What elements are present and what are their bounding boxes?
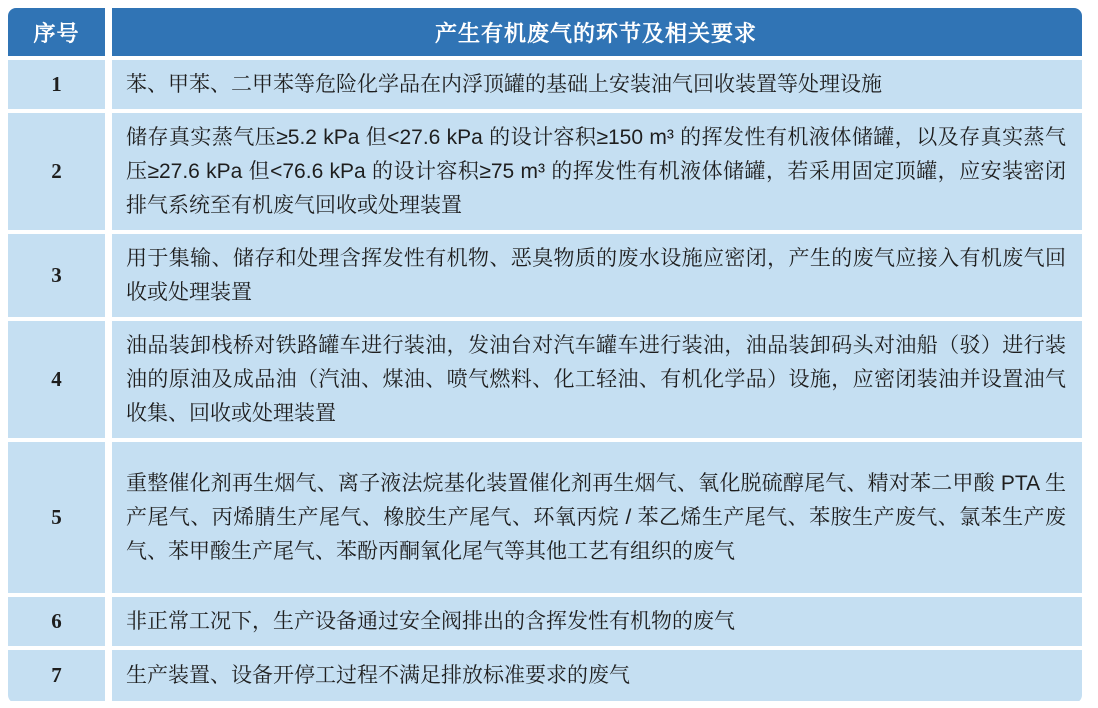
table-row xyxy=(8,113,1082,230)
row-description-cell xyxy=(112,442,1082,593)
row-serial-cell xyxy=(8,60,105,109)
row-description-cell xyxy=(112,321,1082,438)
table-row xyxy=(8,442,1082,593)
table-row xyxy=(8,234,1082,317)
header-serial-label: 序号 xyxy=(33,20,80,46)
row-serial-cell xyxy=(8,321,105,438)
header-cell-description xyxy=(112,8,1082,56)
row-description-text: 用于集输、储存和处理含挥发性有机物、恶臭物质的废水设施应密闭，产生的废气应接入有机废气回收或处理装置 xyxy=(126,246,1066,304)
row-description-text: 重整催化剂再生烟气、离子液法烷基化装置催化剂再生烟气、氧化脱硫醇尾气、精对苯二甲酸 PTA 生产尾气、丙烯腈生产尾气、橡胶生产尾气、环氧丙烷 / 苯乙烯生产尾气、苯胺生产废气、氯苯生产废气、苯甲酸生产尾气、苯酚丙酮氧化尾气等其他工艺有组织的废气 xyxy=(126,471,1066,563)
row-description-text: 生产装置、设备开停工过程不满足排放标准要求的废气 xyxy=(126,663,630,687)
row-description-cell xyxy=(112,650,1082,701)
table-row xyxy=(8,60,1082,109)
row-description-cell xyxy=(112,597,1082,646)
row-serial-number: 5 xyxy=(51,505,62,529)
table-row xyxy=(8,321,1082,438)
header-description-label: 产生有机废气的环节及相关要求 xyxy=(434,20,757,46)
waste-gas-requirements-table xyxy=(8,8,1082,703)
row-serial-cell xyxy=(8,234,105,317)
row-description-text: 储存真实蒸气压≥5.2 kPa 但<27.6 kPa 的设计容积≥150 m³ 的挥发性有机液体储罐，以及存真实蒸气压≥27.6 kPa 但<76.6 kPa 的设计容积≥75 m³ 的挥发性有机液体储罐，若采用固定顶罐，应安装密闭排气系统至有机废气回收或处理装置 xyxy=(126,125,1066,217)
table-row xyxy=(8,597,1082,646)
table-header-row xyxy=(8,8,1082,56)
row-serial-cell xyxy=(8,442,105,593)
row-serial-number: 3 xyxy=(51,263,62,287)
row-description-text: 非正常工况下，生产设备通过安全阀排出的含挥发性有机物的废气 xyxy=(126,609,735,633)
row-serial-number: 6 xyxy=(51,609,62,633)
table-row xyxy=(8,650,1082,701)
row-description-cell xyxy=(112,60,1082,109)
row-serial-number: 1 xyxy=(51,72,62,96)
row-serial-number: 4 xyxy=(51,367,62,391)
row-serial-number: 2 xyxy=(51,159,62,183)
row-description-cell xyxy=(112,113,1082,230)
row-serial-number: 7 xyxy=(51,663,62,687)
header-cell-serial-number xyxy=(8,8,105,56)
row-description-text: 油品装卸栈桥对铁路罐车进行装油，发油台对汽车罐车进行装油，油品装卸码头对油船（驳）进行装油的原油及成品油（汽油、煤油、喷气燃料、化工轻油、有机化学品）设施，应密闭装油并设置油气收集、回收或处理装置 xyxy=(126,333,1066,425)
row-description-cell xyxy=(112,234,1082,317)
row-serial-cell xyxy=(8,113,105,230)
row-description-text: 苯、甲苯、二甲苯等危险化学品在内浮顶罐的基础上安装油气回收装置等处理设施 xyxy=(126,72,882,96)
row-serial-cell xyxy=(8,650,105,701)
row-serial-cell xyxy=(8,597,105,646)
